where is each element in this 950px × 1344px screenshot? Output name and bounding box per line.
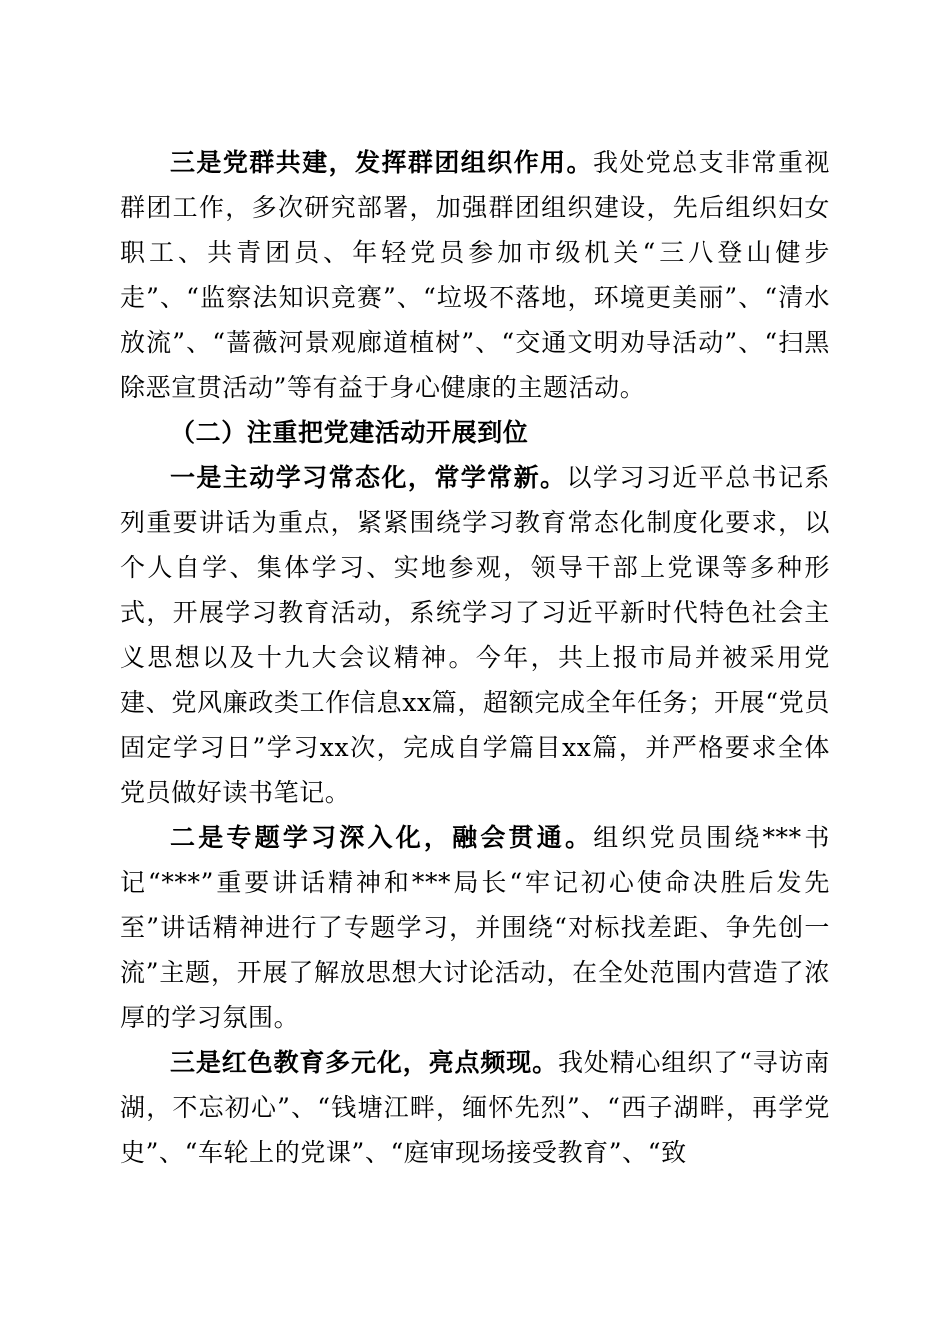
paragraph-regular-study — [120, 455, 830, 815]
paragraph-body: 我处党总支非常重视群团工作，多次研究部署，加强群团组织建设，先后组织妇女职工、共青团员、年轻党员参加市级机关“三八登山健步走”、“监察法知识竞赛”、“垃圾不落地，环境更美丽”、“清水放流”、“蔷薇河景观廊道植树”、“交通文明劝导活动”、“扫黑除恶宣贯活动”等有益于身心健康的主题活动。 — [120, 148, 830, 402]
document-page — [120, 140, 830, 1175]
paragraph-lead: 一是主动学习常态化，常学常新。 — [170, 463, 567, 492]
paragraph-lead: 三是红色教育多元化，亮点频现。 — [170, 1048, 558, 1077]
paragraph-red-education — [120, 1040, 830, 1175]
paragraph-body: 组织党员围绕***书记“***”重要讲话精神和***局长“牢记初心使命决胜后发先至”讲话精神进行了专题学习，并围绕“对标找差距、争先创一流”主题，开展了解放思想大讨论活动，在全处范围内营造了浓厚的学习氛围。 — [120, 823, 830, 1032]
paragraph-lead: 二是专题学习深入化，融会贯通。 — [170, 823, 594, 852]
paragraph-special-study — [120, 815, 830, 1040]
paragraph-party-mass-building — [120, 140, 830, 410]
section-heading: （二）注重把党建活动开展到位 — [170, 418, 529, 447]
paragraph-lead: 三是党群共建，发挥群团组织作用。 — [170, 148, 593, 177]
paragraph-body: 我处精心组织了“寻访南湖，不忘初心”、“钱塘江畔，缅怀先烈”、“西子湖畔，再学党史”、“车轮上的党课”、“庭审现场接受教育”、“致 — [120, 1048, 830, 1167]
paragraph-body: 以学习习近平总书记系列重要讲话为重点，紧紧围绕学习教育常态化制度化要求，以个人自学、集体学习、实地参观，领导干部上党课等多种形式，开展学习教育活动，系统学习了习近平新时代特色社会主义思想以及十九大会议精神。今年，共上报市局并被采用党建、党风廉政类工作信息xx篇，超额完成全年任务；开展“党员固定学习日”学习xx次，完成自学篇目xx篇，并严格要求全体党员做好读书笔记。 — [120, 463, 830, 807]
